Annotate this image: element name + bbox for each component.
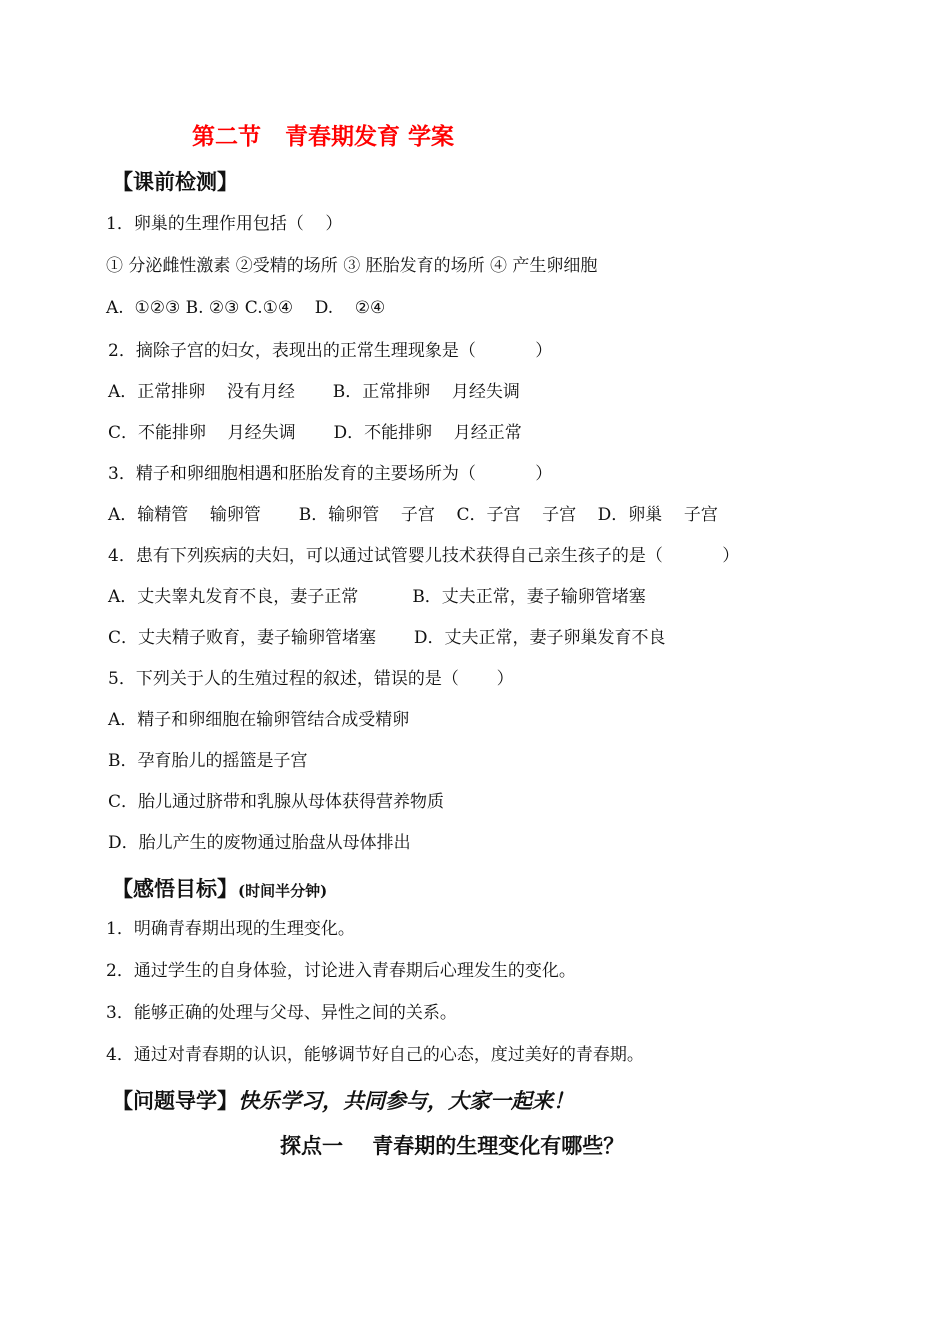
question-1-items: ① 分泌雌性激素 ②受精的场所 ③ 胚胎发育的场所 ④ 产生卵细胞	[106, 256, 598, 276]
goal-4: 4．通过对青春期的认识，能够调节好自己的心态，度过美好的青春期。	[106, 1045, 644, 1065]
guided-slogan: 快乐学习，共同参与，大家一起来！	[238, 1088, 574, 1113]
goals-heading-text: 【感悟目标】	[112, 876, 238, 901]
goal-1: 1．明确青春期出现的生理变化。	[106, 919, 355, 939]
question-5: 5．下列关于人的生殖过程的叙述，错误的是（ ）	[108, 669, 514, 689]
exploration-point-1: 探点一 青春期的生理变化有哪些？	[280, 1133, 625, 1158]
goal-3: 3．能够正确的处理与父母、异性之间的关系。	[106, 1003, 457, 1023]
question-3: 3．精子和卵细胞相遇和胚胎发育的主要场所为（ ）	[108, 464, 553, 484]
guided-heading-text: 【问题导学】	[112, 1088, 238, 1113]
question-5-option-a: A．精子和卵细胞在输卵管结合成受精卵	[108, 710, 410, 730]
goal-2: 2．通过学生的自身体验，讨论进入青春期后心理发生的变化。	[106, 961, 576, 981]
question-2-options-cd: C．不能排卵 月经失调 D．不能排卵 月经正常	[108, 423, 522, 443]
question-5-option-c: C．胎儿通过脐带和乳腺从母体获得营养物质	[108, 792, 445, 812]
section-heading-guided	[112, 1085, 574, 1115]
question-3-options: A．输精管 输卵管 B．输卵管 子宫 C．子宫 子宫 D．卵巢 子宫	[108, 505, 718, 525]
question-4-options-cd: C．丈夫精子败育，妻子输卵管堵塞 D．丈夫正常，妻子卵巢发育不良	[108, 628, 666, 648]
question-4: 4．患有下列疾病的夫妇，可以通过试管婴儿技术获得自己亲生孩子的是（ ）	[108, 546, 740, 566]
question-5-option-d: D．胎儿产生的废物通过胎盘从母体排出	[108, 833, 411, 853]
question-1: 1．卵巢的生理作用包括（ ）	[106, 214, 343, 234]
page-title: 第二节 青春期发育 学案	[192, 124, 455, 150]
question-5-option-b: B．孕育胎儿的摇篮是子宫	[108, 751, 308, 771]
question-4-options-ab: A．丈夫睾丸发育不良，妻子正常 B．丈夫正常，妻子输卵管堵塞	[108, 587, 646, 607]
question-2: 2．摘除子宫的妇女，表现出的正常生理现象是（ ）	[108, 341, 553, 361]
question-2-options-ab: A．正常排卵 没有月经 B．正常排卵 月经失调	[108, 382, 520, 402]
section-heading-goals	[112, 873, 327, 903]
section-heading-pretest: 【课前检测】	[112, 169, 238, 194]
goals-time-note: (时间半分钟)	[238, 882, 328, 900]
question-1-options: A. ①②③ B. ②③ C.①④ D. ②④	[106, 298, 386, 318]
